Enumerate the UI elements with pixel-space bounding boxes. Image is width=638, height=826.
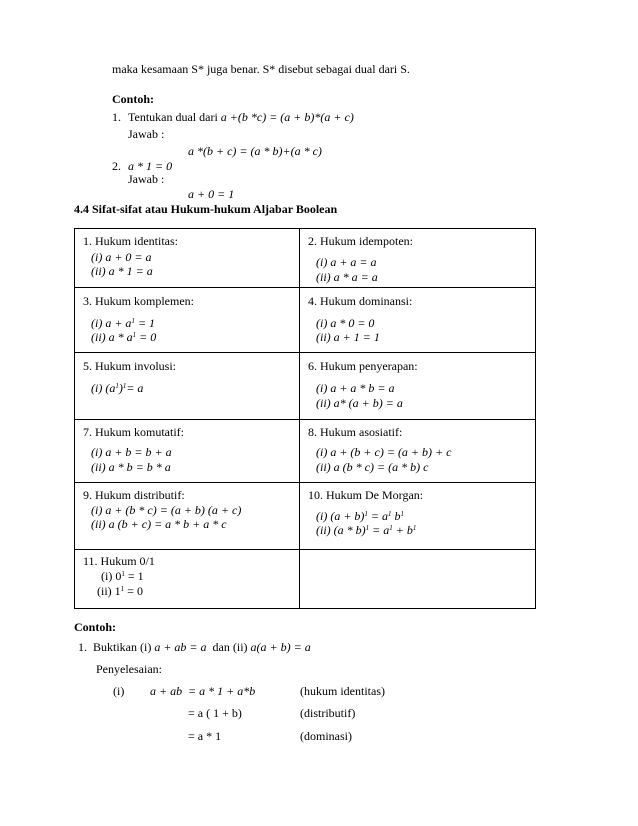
superscript: 1 [132,331,137,339]
law-cell-distributif [75,483,300,550]
law-title: 2. Hukum idempoten: [308,234,413,248]
example-number: 1. [112,110,121,124]
law-item [97,584,143,599]
law-cell-dominansi [300,288,536,353]
law-cell-penyerapan [300,353,536,420]
intro-text: maka kesamaan S* juga benar. S* disebut sebagai dual dari S. [112,62,410,76]
law-expr: ) [118,381,123,395]
law-item [91,503,241,518]
jawab-1 [128,127,164,142]
answer-expression: a + 0 = 1 [188,187,235,201]
laws-table [74,228,536,609]
law-item [316,396,403,411]
law-cell-idempoten [300,229,536,288]
jawab-label: Jawab : [128,127,165,141]
example-expression: a +(b *c) = (a + b)*(a + c) [220,110,354,124]
example-number: 2. [112,159,121,173]
law-expr: (i) a + a [91,316,132,330]
law-item [91,264,153,279]
law-expr: (i) a * 0 = 0 [316,316,375,330]
law-expr: (ii) a * a [91,330,133,344]
example-title: Contoh: [74,620,117,634]
superscript: 1 [121,570,125,578]
law-cell-identitas [75,229,300,288]
step-expr: a + ab [150,684,183,698]
law-expr: = a [369,523,390,537]
example-1-text [128,110,354,125]
intro-line [112,62,410,77]
table-row [75,420,536,483]
superscript: 1 [412,524,417,532]
law-cell-involusi [75,353,300,420]
jawab-2 [128,172,164,187]
superscript: 1 [365,524,370,532]
law-title: 8. Hukum asosiatif: [308,425,403,439]
superscript: 1 [389,524,393,532]
law-item [91,460,171,475]
section-title [74,202,337,217]
law-item [91,330,156,345]
answer-expression: a *(b + c) = (a * b)+(a * c) [188,144,322,158]
step1-lhs [150,684,182,699]
law-expr: (ii) a + 1 = 1 [316,330,380,344]
example-heading [74,620,116,635]
step-expr: = a ( 1 + b) [188,706,242,720]
example-expression: a * 1 = 0 [128,159,173,173]
law-expr: (i) a + b = b + a [91,445,172,459]
table-row [75,483,536,550]
law-item [316,255,377,270]
question-expr: a + ab = a [154,640,207,654]
step-note: (hukum identitas) [300,684,385,698]
step-expr: = a * 1 [188,729,222,743]
question-text: Buktikan (i) [93,640,152,654]
law-item [316,445,451,460]
section-title-text: 4.4 Sifat-sifat atau Hukum-hukum Aljabar Boolean [74,202,338,216]
step-note: (distributif) [300,706,356,720]
law-cell-komutatif [75,420,300,483]
law-expr: = 1 [124,569,144,583]
table-row [75,550,536,609]
law-title: 11. Hukum 0/1 [83,554,155,568]
law-expr: = a [367,509,389,523]
law-expr: (i) 0 [101,569,122,583]
law-title: 5. Hukum involusi: [83,359,177,373]
law-expr: (ii) a (b + c) = a * b + a * c [91,517,227,531]
law-title: 3. Hukum komplemen: [83,294,194,308]
law-item [316,523,416,538]
law-cell-asosiatif [300,420,536,483]
step-number: (i) [113,684,125,698]
law-item [316,381,395,396]
question [78,640,311,655]
law-expr: (ii) a (b * c) = (a * b) c [316,460,429,474]
question-expr: a(a + b) = a [250,640,311,654]
law-expr: (ii) a * 1 = a [91,264,153,278]
law-item [316,316,374,331]
answer-2 [188,187,234,202]
law-expr: (i) a + (b * c) = (a + b) (a + c) [91,503,242,517]
law-expr: (i) a + (b + c) = (a + b) + c [316,445,452,459]
superscript: 1 [400,510,405,518]
answer-1 [188,144,322,159]
law-item [91,517,227,532]
example-2 [112,159,121,174]
example-1 [112,110,121,125]
superscript: 1 [131,317,135,325]
law-cell-empty [300,550,536,609]
law-item [316,270,378,285]
law-title: 7. Hukum komutatif: [83,425,184,439]
law-item [91,445,172,460]
step1-rhs [188,684,255,699]
law-item [91,316,155,331]
law-title: 9. Hukum distributif: [83,488,185,502]
table-row [75,353,536,420]
law-item [91,381,143,396]
law-expr: (ii) a * b = b * a [91,460,171,474]
step-expr: = a * 1 + a*b [188,684,256,698]
law-title: 10. Hukum De Morgan: [308,488,424,502]
law-expr: = 1 [134,316,156,330]
step-note: (dominasi) [300,729,352,743]
example-text: Tentukan dual dari [128,110,218,124]
law-item [316,330,380,345]
law-expr: = 0 [124,584,143,598]
penyelesaian [96,662,162,677]
step-label [113,684,124,699]
law-item [101,569,144,584]
superscript: 1 [115,382,119,390]
law-expr: (i) a + 0 = a [91,250,152,264]
law-cell-hukum-01 [75,550,300,609]
step1-note [300,684,385,699]
question-text: dan (ii) [212,640,248,654]
law-expr: (ii) a* (a + b) = a [316,396,403,410]
contoh-label: Contoh: [112,92,155,106]
contoh-heading [112,92,154,107]
law-expr: (ii) 1 [97,584,121,598]
table-row [75,288,536,353]
law-expr: (ii) a * a = a [316,270,378,284]
jawab-label: Jawab : [128,172,165,186]
law-expr: + b [392,523,413,537]
law-expr: (ii) (a * b) [316,523,366,537]
law-cell-komplemen [75,288,300,353]
superscript: 1 [122,382,127,390]
law-expr: = 0 [136,330,157,344]
law-expr: (i) a + a = a [316,255,377,269]
superscript: 1 [120,585,125,593]
law-title: 1. Hukum identitas: [83,234,178,248]
law-expr: (i) a + a * b = a [316,381,395,395]
law-expr: b [391,509,401,523]
question-number: 1. [78,640,87,654]
law-title: 4. Hukum dominansi: [308,294,413,308]
law-expr: = a [126,381,144,395]
step3-note [300,729,352,744]
law-expr: (i) (a [91,381,116,395]
step2-note [300,706,355,721]
penyelesaian-label: Penyelesaian: [96,662,162,676]
law-expr: (i) (a + b) [316,509,365,523]
law-cell-demorgan [300,483,536,550]
law-item [316,460,428,475]
superscript: 1 [388,510,392,518]
step3-rhs [188,729,221,744]
law-item [91,250,152,265]
law-title: 6. Hukum penyerapan: [308,359,418,373]
superscript: 1 [364,510,368,518]
law-item [316,509,404,524]
table-row [75,229,536,288]
step2-rhs [188,706,242,721]
